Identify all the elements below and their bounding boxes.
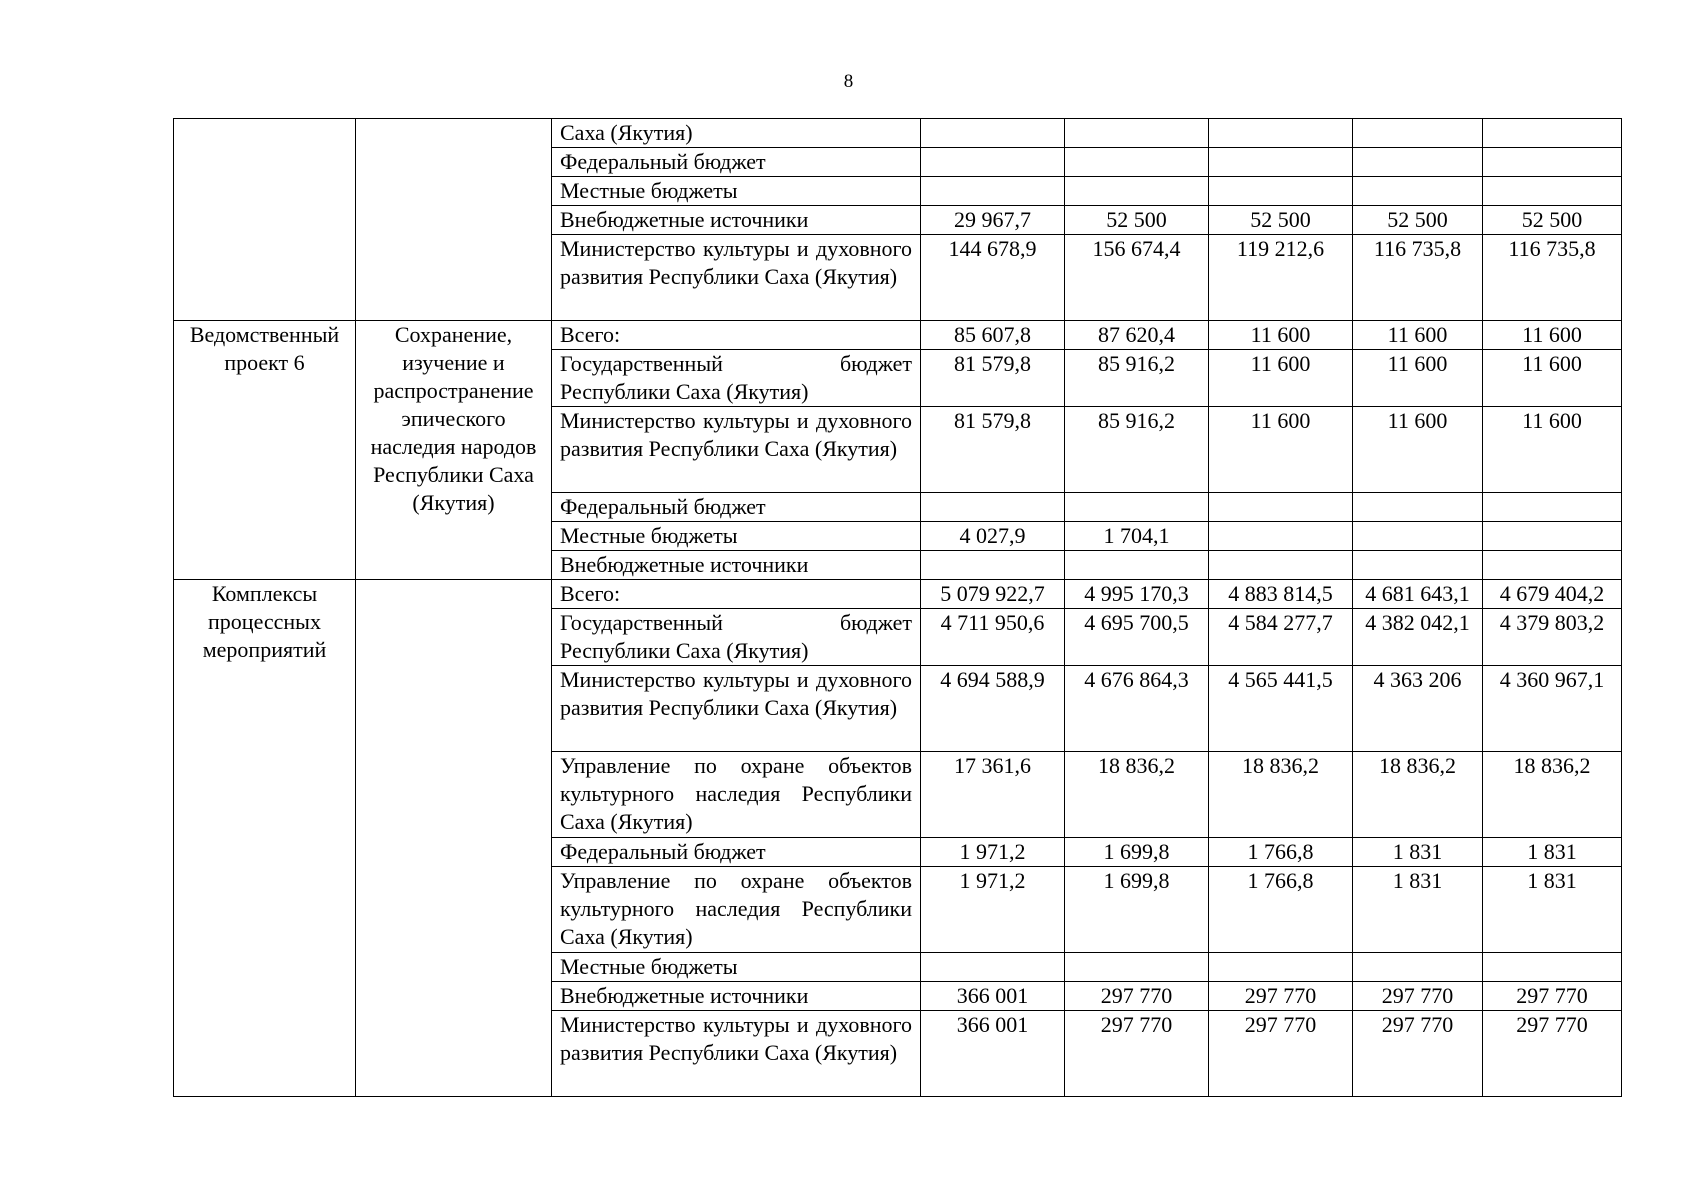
amount-cell-year-3: 4 584 277,7: [1209, 609, 1353, 666]
amount-cell-year-4: 11 600: [1353, 321, 1483, 350]
amount-cell-year-2: [1065, 119, 1209, 148]
amount-cell-year-2: 4 695 700,5: [1065, 609, 1209, 666]
funding-source-cell: Государственный бюджет Республики Саха (Якутия): [552, 350, 921, 407]
amount-cell-year-4: 11 600: [1353, 407, 1483, 493]
amount-cell-year-1: [921, 493, 1065, 522]
funding-source-cell: Внебюджетные источники: [552, 206, 921, 235]
funding-source-cell: Государственный бюджет Республики Саха (Якутия): [552, 609, 921, 666]
amount-cell-year-2: 85 916,2: [1065, 407, 1209, 493]
amount-cell-year-5: [1483, 493, 1622, 522]
funding-source-cell: Управление по охране объектов культурного наследия Республики Саха (Якутия): [552, 752, 921, 838]
amount-cell-year-4: [1353, 177, 1483, 206]
amount-cell-year-1: [921, 953, 1065, 982]
amount-cell-year-1: [921, 177, 1065, 206]
amount-cell-year-2: 156 674,4: [1065, 235, 1209, 321]
funding-source-cell: Местные бюджеты: [552, 522, 921, 551]
amount-cell-year-3: 4 565 441,5: [1209, 666, 1353, 752]
amount-cell-year-2: [1065, 953, 1209, 982]
amount-cell-year-3: 11 600: [1209, 350, 1353, 407]
amount-cell-year-2: 1 699,8: [1065, 838, 1209, 867]
amount-cell-year-2: 297 770: [1065, 1011, 1209, 1097]
amount-cell-year-4: 1 831: [1353, 867, 1483, 953]
amount-cell-year-1: 144 678,9: [921, 235, 1065, 321]
amount-cell-year-5: 52 500: [1483, 206, 1622, 235]
amount-cell-year-1: 1 971,2: [921, 838, 1065, 867]
amount-cell-year-3: 297 770: [1209, 1011, 1353, 1097]
amount-cell-year-5: 297 770: [1483, 1011, 1622, 1097]
amount-cell-year-3: 1 766,8: [1209, 867, 1353, 953]
funding-source-cell: Внебюджетные источники: [552, 982, 921, 1011]
amount-cell-year-4: [1353, 119, 1483, 148]
funding-source-cell: Всего:: [552, 580, 921, 609]
amount-cell-year-3: 1 766,8: [1209, 838, 1353, 867]
amount-cell-year-4: 52 500: [1353, 206, 1483, 235]
amount-cell-year-5: 1 831: [1483, 867, 1622, 953]
amount-cell-year-1: 81 579,8: [921, 407, 1065, 493]
amount-cell-year-4: [1353, 953, 1483, 982]
amount-cell-year-3: 52 500: [1209, 206, 1353, 235]
amount-cell-year-3: 4 883 814,5: [1209, 580, 1353, 609]
funding-source-cell: Внебюджетные источники: [552, 551, 921, 580]
amount-cell-year-1: [921, 119, 1065, 148]
budget-table: [173, 118, 1622, 1097]
amount-cell-year-4: 11 600: [1353, 350, 1483, 407]
amount-cell-year-2: 18 836,2: [1065, 752, 1209, 838]
amount-cell-year-5: [1483, 177, 1622, 206]
amount-cell-year-3: 11 600: [1209, 321, 1353, 350]
amount-cell-year-1: 366 001: [921, 1011, 1065, 1097]
amount-cell-year-4: 4 363 206: [1353, 666, 1483, 752]
funding-source-cell: Всего:: [552, 321, 921, 350]
amount-cell-year-5: 116 735,8: [1483, 235, 1622, 321]
amount-cell-year-2: 87 620,4: [1065, 321, 1209, 350]
amount-cell-year-3: [1209, 177, 1353, 206]
amount-cell-year-5: 11 600: [1483, 350, 1622, 407]
amount-cell-year-1: 4 027,9: [921, 522, 1065, 551]
table-row: [174, 321, 1622, 350]
page-number: 8: [843, 71, 854, 92]
amount-cell-year-2: 1 704,1: [1065, 522, 1209, 551]
amount-cell-year-1: 366 001: [921, 982, 1065, 1011]
amount-cell-year-3: [1209, 551, 1353, 580]
amount-cell-year-3: 297 770: [1209, 982, 1353, 1011]
group-process-measures-title-cell: [356, 580, 552, 1097]
amount-cell-year-2: [1065, 177, 1209, 206]
group-departmental-project-6-type-cell: Ведомственный проект 6: [174, 321, 356, 580]
table-row: [174, 119, 1622, 148]
amount-cell-year-4: 297 770: [1353, 982, 1483, 1011]
funding-source-cell: Министерство культуры и духовного развития Республики Саха (Якутия): [552, 235, 921, 321]
funding-source-cell: Министерство культуры и духовного развития Республики Саха (Якутия): [552, 666, 921, 752]
funding-source-cell: Министерство культуры и духовного развития Республики Саха (Якутия): [552, 407, 921, 493]
amount-cell-year-3: 18 836,2: [1209, 752, 1353, 838]
amount-cell-year-5: [1483, 953, 1622, 982]
amount-cell-year-4: [1353, 148, 1483, 177]
amount-cell-year-2: [1065, 148, 1209, 177]
amount-cell-year-1: [921, 551, 1065, 580]
amount-cell-year-4: 4 681 643,1: [1353, 580, 1483, 609]
funding-source-cell: Местные бюджеты: [552, 177, 921, 206]
amount-cell-year-1: 4 694 588,9: [921, 666, 1065, 752]
amount-cell-year-3: [1209, 493, 1353, 522]
amount-cell-year-1: 4 711 950,6: [921, 609, 1065, 666]
amount-cell-year-1: 5 079 922,7: [921, 580, 1065, 609]
amount-cell-year-1: 81 579,8: [921, 350, 1065, 407]
amount-cell-year-2: 85 916,2: [1065, 350, 1209, 407]
funding-source-cell: Управление по охране объектов культурного наследия Республики Саха (Якутия): [552, 867, 921, 953]
amount-cell-year-3: [1209, 522, 1353, 551]
amount-cell-year-3: 119 212,6: [1209, 235, 1353, 321]
amount-cell-year-4: [1353, 551, 1483, 580]
amount-cell-year-3: 11 600: [1209, 407, 1353, 493]
amount-cell-year-2: 4 676 864,3: [1065, 666, 1209, 752]
table-row: [174, 580, 1622, 609]
group-process-measures-type-cell: Комплексы процессных мероприятий: [174, 580, 356, 1097]
amount-cell-year-5: [1483, 551, 1622, 580]
group-departmental-project-6-title-cell: Сохранение, изучение и распространение эпического наследия народов Республики Саха (Якутия): [356, 321, 552, 580]
funding-source-cell: Федеральный бюджет: [552, 493, 921, 522]
funding-source-cell: Саха (Якутия): [552, 119, 921, 148]
amount-cell-year-5: [1483, 522, 1622, 551]
amount-cell-year-4: 297 770: [1353, 1011, 1483, 1097]
amount-cell-year-3: [1209, 953, 1353, 982]
amount-cell-year-3: [1209, 119, 1353, 148]
amount-cell-year-1: 17 361,6: [921, 752, 1065, 838]
amount-cell-year-5: 11 600: [1483, 321, 1622, 350]
amount-cell-year-2: [1065, 493, 1209, 522]
amount-cell-year-5: [1483, 119, 1622, 148]
amount-cell-year-4: 1 831: [1353, 838, 1483, 867]
amount-cell-year-2: 52 500: [1065, 206, 1209, 235]
amount-cell-year-4: 4 382 042,1: [1353, 609, 1483, 666]
amount-cell-year-5: [1483, 148, 1622, 177]
amount-cell-year-1: 1 971,2: [921, 867, 1065, 953]
amount-cell-year-5: 297 770: [1483, 982, 1622, 1011]
amount-cell-year-5: 4 379 803,2: [1483, 609, 1622, 666]
amount-cell-year-2: 1 699,8: [1065, 867, 1209, 953]
funding-source-cell: Местные бюджеты: [552, 953, 921, 982]
amount-cell-year-2: 297 770: [1065, 982, 1209, 1011]
amount-cell-year-1: 29 967,7: [921, 206, 1065, 235]
amount-cell-year-1: 85 607,8: [921, 321, 1065, 350]
funding-source-cell: Федеральный бюджет: [552, 838, 921, 867]
amount-cell-year-4: [1353, 522, 1483, 551]
group-continued-type-cell: [174, 119, 356, 321]
amount-cell-year-4: [1353, 493, 1483, 522]
amount-cell-year-4: 18 836,2: [1353, 752, 1483, 838]
amount-cell-year-1: [921, 148, 1065, 177]
amount-cell-year-5: 18 836,2: [1483, 752, 1622, 838]
amount-cell-year-2: [1065, 551, 1209, 580]
amount-cell-year-5: 4 679 404,2: [1483, 580, 1622, 609]
amount-cell-year-5: 4 360 967,1: [1483, 666, 1622, 752]
amount-cell-year-4: 116 735,8: [1353, 235, 1483, 321]
amount-cell-year-3: [1209, 148, 1353, 177]
amount-cell-year-2: 4 995 170,3: [1065, 580, 1209, 609]
funding-source-cell: Федеральный бюджет: [552, 148, 921, 177]
amount-cell-year-5: 1 831: [1483, 838, 1622, 867]
group-continued-title-cell: [356, 119, 552, 321]
amount-cell-year-5: 11 600: [1483, 407, 1622, 493]
funding-source-cell: Министерство культуры и духовного развития Республики Саха (Якутия): [552, 1011, 921, 1097]
